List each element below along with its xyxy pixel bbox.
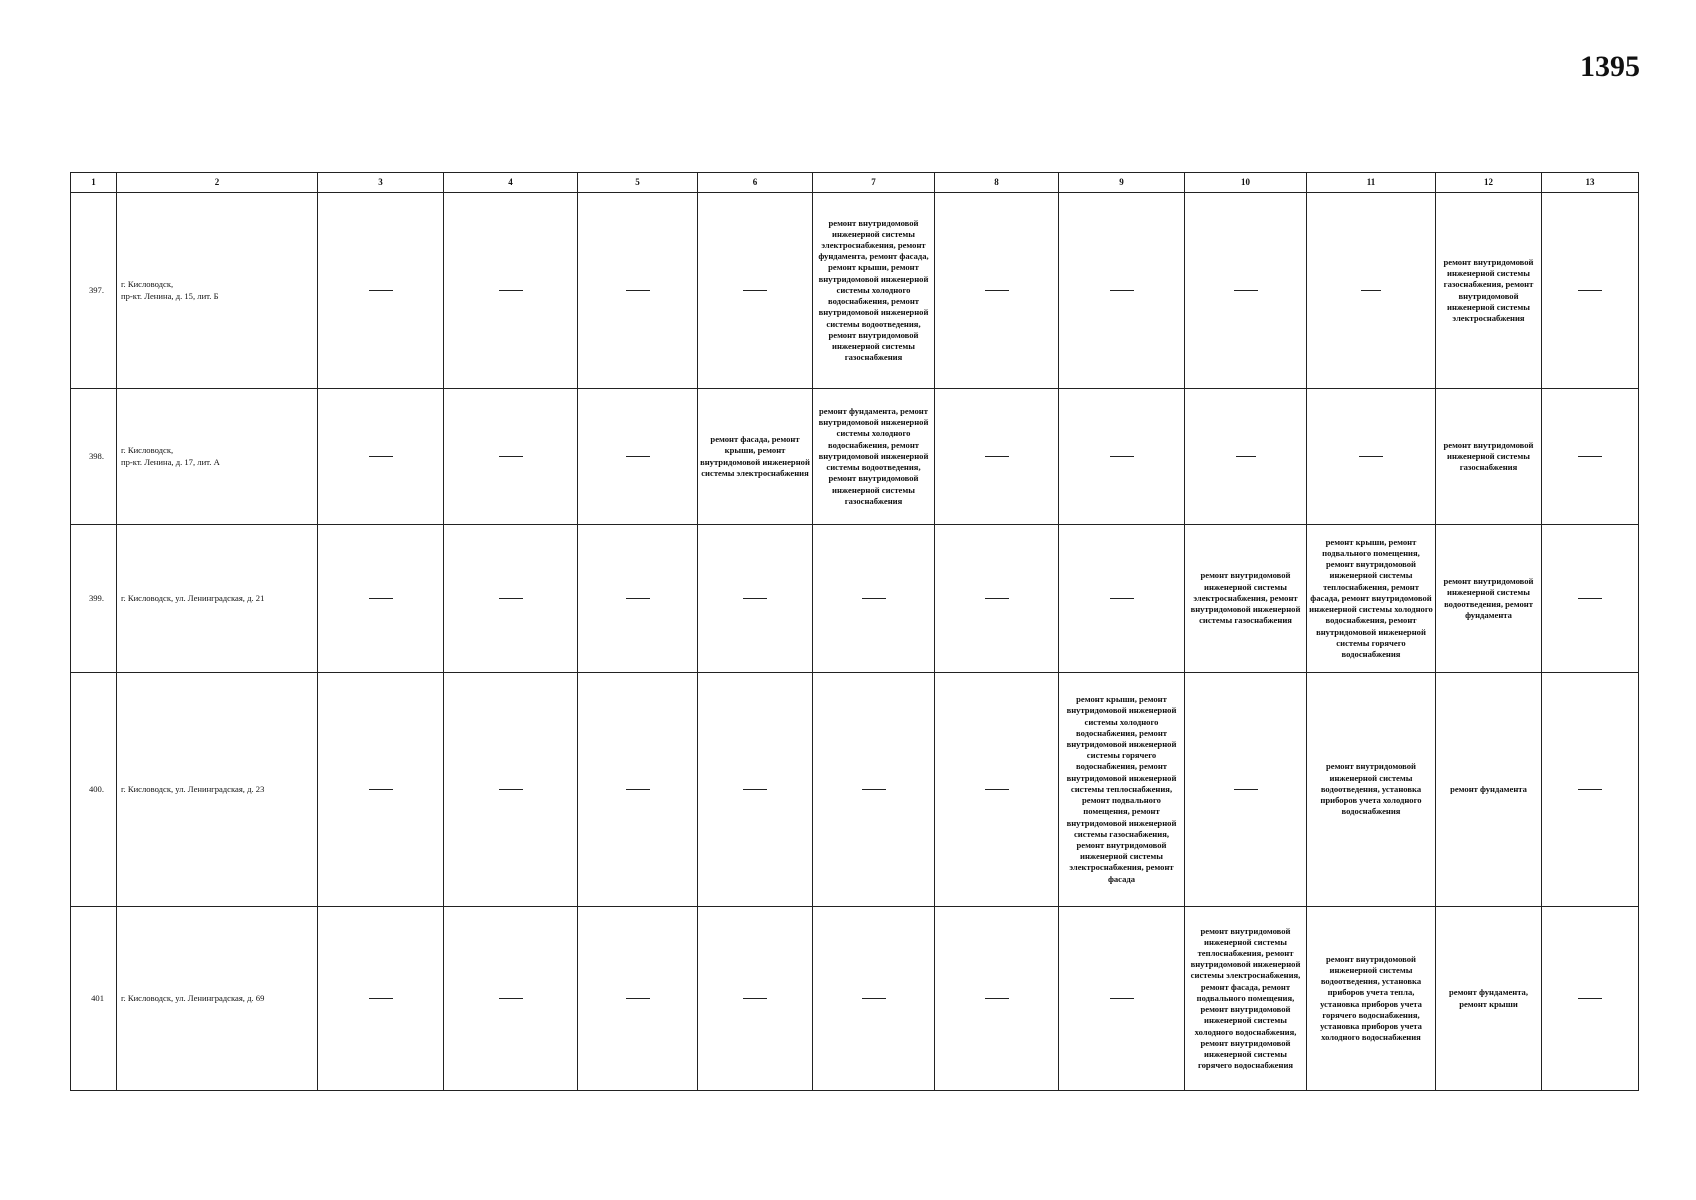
dash-mark xyxy=(1110,998,1134,999)
column-header: 6 xyxy=(698,173,813,193)
empty-cell xyxy=(578,389,698,525)
empty-cell xyxy=(698,525,813,673)
empty-cell xyxy=(1542,193,1639,389)
dash-mark xyxy=(499,290,523,291)
empty-cell xyxy=(318,193,444,389)
column-header: 12 xyxy=(1436,173,1542,193)
work-list-cell: ремонт фундамента, ремонт крыши xyxy=(1436,907,1542,1091)
address-cell xyxy=(117,907,318,1091)
empty-cell xyxy=(318,907,444,1091)
empty-cell xyxy=(1059,193,1185,389)
empty-cell xyxy=(444,673,578,907)
column-header: 4 xyxy=(444,173,578,193)
empty-cell xyxy=(578,907,698,1091)
empty-cell xyxy=(444,525,578,673)
dash-mark xyxy=(1110,456,1134,457)
empty-cell xyxy=(698,193,813,389)
dash-mark xyxy=(369,598,393,599)
empty-cell xyxy=(578,193,698,389)
dash-mark xyxy=(369,789,393,790)
dash-mark xyxy=(1361,290,1381,291)
work-list-cell: ремонт фасада, ремонт крыши, ремонт внутридомовой инженерной системы электроснабжения xyxy=(698,389,813,525)
table-row xyxy=(71,389,1639,525)
dash-mark xyxy=(985,998,1009,999)
work-list-cell: ремонт фундамента xyxy=(1436,673,1542,907)
work-list-cell: ремонт фундамента, ремонт внутридомовой инженерной системы холодного водоснабжения, ремонт внутридомовой инженерной системы водоотведения, ремонт внутридомовой инженерной системы газоснабжения xyxy=(813,389,935,525)
row-number: 401 xyxy=(71,907,117,1091)
table-row xyxy=(71,673,1639,907)
dash-mark xyxy=(1110,598,1134,599)
address-line: г. Кисловодск, xyxy=(121,279,174,290)
row-number: 397. xyxy=(71,193,117,389)
dash-mark xyxy=(369,998,393,999)
dash-mark xyxy=(862,998,886,999)
row-number: 398. xyxy=(71,389,117,525)
dash-mark xyxy=(743,998,767,999)
dash-mark xyxy=(1578,290,1602,291)
dash-mark xyxy=(985,456,1009,457)
address-line: г. Кисловодск, ул. Ленинградская, д. 69 xyxy=(121,992,265,1003)
dash-mark xyxy=(626,789,650,790)
dash-mark xyxy=(862,789,886,790)
row-number: 400. xyxy=(71,673,117,907)
table-row xyxy=(71,193,1639,389)
empty-cell xyxy=(1542,907,1639,1091)
dash-mark xyxy=(626,456,650,457)
column-header: 10 xyxy=(1185,173,1307,193)
empty-cell xyxy=(813,907,935,1091)
dash-mark xyxy=(626,998,650,999)
empty-cell xyxy=(1185,193,1307,389)
empty-cell xyxy=(1185,673,1307,907)
dash-mark xyxy=(499,789,523,790)
column-header: 8 xyxy=(935,173,1059,193)
empty-cell xyxy=(813,673,935,907)
empty-cell xyxy=(578,525,698,673)
empty-cell xyxy=(444,389,578,525)
dash-mark xyxy=(1234,789,1258,790)
column-header: 13 xyxy=(1542,173,1639,193)
page-number: 1395 xyxy=(1580,50,1640,83)
dash-mark xyxy=(985,789,1009,790)
empty-cell xyxy=(578,673,698,907)
address-cell xyxy=(117,525,318,673)
dash-mark xyxy=(985,290,1009,291)
dash-mark xyxy=(1110,290,1134,291)
empty-cell xyxy=(318,525,444,673)
dash-mark xyxy=(626,598,650,599)
dash-mark xyxy=(499,598,523,599)
empty-cell xyxy=(935,389,1059,525)
column-header: 2 xyxy=(117,173,318,193)
work-list-cell: ремонт внутридомовой инженерной системы электроснабжения, ремонт внутридомовой инженерной системы газоснабжения xyxy=(1185,525,1307,673)
work-list-cell: ремонт внутридомовой инженерной системы газоснабжения, ремонт внутридомовой инженерной системы электроснабжения xyxy=(1436,193,1542,389)
dash-mark xyxy=(499,998,523,999)
dash-mark xyxy=(1236,456,1256,457)
dash-mark xyxy=(369,290,393,291)
table-row xyxy=(71,525,1639,673)
address-line: пр-кт. Ленина, д. 17, лит. А xyxy=(121,456,220,467)
work-list-cell: ремонт внутридомовой инженерной системы электроснабжения, ремонт фундамента, ремонт фасада, ремонт крыши, ремонт внутридомовой инженерной системы холодного водоснабжения, ремонт внутридомовой инженерной системы водоотведения, ремонт внутридомовой инженерной системы газоснабжения xyxy=(813,193,935,389)
dash-mark xyxy=(1578,789,1602,790)
column-number-row xyxy=(71,173,1639,193)
address-line: г. Кисловодск, ул. Ленинградская, д. 23 xyxy=(121,783,265,794)
empty-cell xyxy=(1307,389,1436,525)
dash-mark xyxy=(499,456,523,457)
column-header: 9 xyxy=(1059,173,1185,193)
address-line: г. Кисловодск, xyxy=(121,445,174,456)
dash-mark xyxy=(1578,598,1602,599)
empty-cell xyxy=(935,673,1059,907)
dash-mark xyxy=(743,789,767,790)
work-list-cell: ремонт внутридомовой инженерной системы теплоснабжения, ремонт внутридомовой инженерной системы электроснабжения, ремонт фасада, ремонт подвального помещения, ремонт внутридомовой инженерной системы холодного водоснабжения, ремонт внутридомовой инженерной системы горячего водоснабжения xyxy=(1185,907,1307,1091)
empty-cell xyxy=(1542,525,1639,673)
empty-cell xyxy=(935,525,1059,673)
empty-cell xyxy=(935,907,1059,1091)
empty-cell xyxy=(444,193,578,389)
dash-mark xyxy=(1234,290,1258,291)
dash-mark xyxy=(862,598,886,599)
row-number: 399. xyxy=(71,525,117,673)
address-cell xyxy=(117,389,318,525)
address-line: г. Кисловодск, ул. Ленинградская, д. 21 xyxy=(121,592,265,603)
column-header: 11 xyxy=(1307,173,1436,193)
work-list-cell: ремонт крыши, ремонт подвального помещения, ремонт внутридомовой инженерной системы теплоснабжения, ремонт фасада, ремонт внутридомовой инженерной системы холодного водоснабжения, ремонт внутридомовой инженерной системы горячего водоснабжения xyxy=(1307,525,1436,673)
empty-cell xyxy=(813,525,935,673)
empty-cell xyxy=(935,193,1059,389)
empty-cell xyxy=(1542,389,1639,525)
dash-mark xyxy=(985,598,1009,599)
column-header: 5 xyxy=(578,173,698,193)
work-list-cell: ремонт внутридомовой инженерной системы газоснабжения xyxy=(1436,389,1542,525)
empty-cell xyxy=(1185,389,1307,525)
dash-mark xyxy=(743,290,767,291)
address-cell xyxy=(117,673,318,907)
dash-mark xyxy=(1578,998,1602,999)
empty-cell xyxy=(698,673,813,907)
empty-cell xyxy=(444,907,578,1091)
empty-cell xyxy=(1307,193,1436,389)
dash-mark xyxy=(626,290,650,291)
dash-mark xyxy=(1578,456,1602,457)
empty-cell xyxy=(1059,389,1185,525)
work-list-cell: ремонт внутридомовой инженерной системы водоотведения, установка приборов учета тепла, установка приборов учета горячего водоснабжения, установка приборов учета холодного водоснабжения xyxy=(1307,907,1436,1091)
dash-mark xyxy=(369,456,393,457)
work-list-cell: ремонт внутридомовой инженерной системы водоотведения, установка приборов учета холодного водоснабжения xyxy=(1307,673,1436,907)
address-line: пр-кт. Ленина, д. 15, лит. Б xyxy=(121,290,219,301)
empty-cell xyxy=(698,907,813,1091)
empty-cell xyxy=(318,389,444,525)
repair-schedule-table xyxy=(70,172,1639,1091)
empty-cell xyxy=(1059,907,1185,1091)
address-cell xyxy=(117,193,318,389)
work-list-cell: ремонт крыши, ремонт внутридомовой инженерной системы холодного водоснабжения, ремонт внутридомовой инженерной системы горячего водоснабжения, ремонт внутридомовой инженерной системы теплоснабжения, ремонт подвального помещения, ремонт внутридомовой инженерной системы газоснабжения, ремонт внутридомовой инженерной системы электроснабжения, ремонт фасада xyxy=(1059,673,1185,907)
dash-mark xyxy=(743,598,767,599)
column-header: 3 xyxy=(318,173,444,193)
column-header: 1 xyxy=(71,173,117,193)
table-row xyxy=(71,907,1639,1091)
empty-cell xyxy=(1542,673,1639,907)
dash-mark xyxy=(1359,456,1383,457)
column-header: 7 xyxy=(813,173,935,193)
empty-cell xyxy=(1059,525,1185,673)
work-list-cell: ремонт внутридомовой инженерной системы водоотведения, ремонт фундамента xyxy=(1436,525,1542,673)
empty-cell xyxy=(318,673,444,907)
